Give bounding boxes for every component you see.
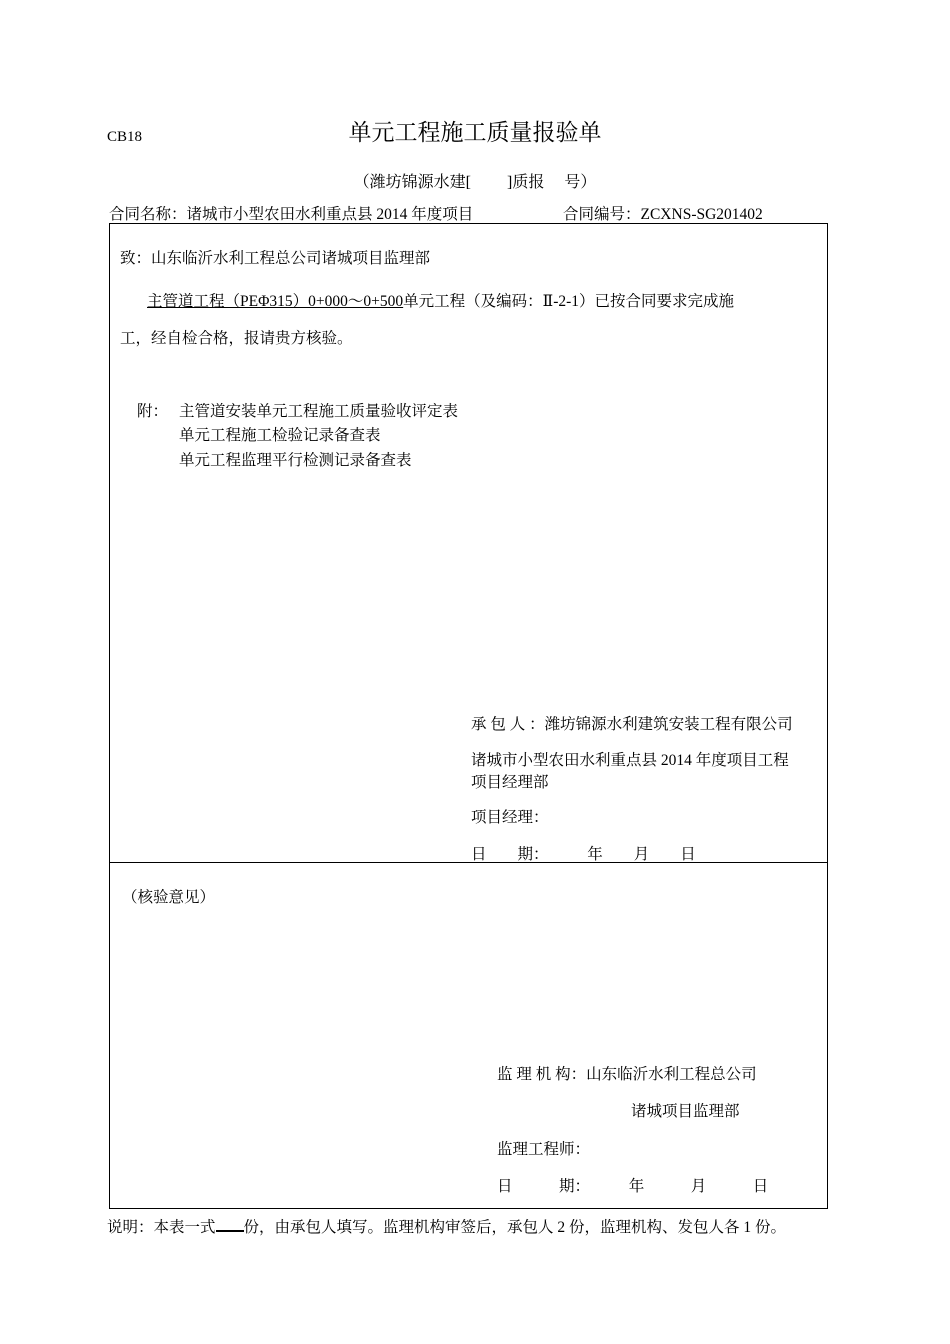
contractor-name: 承 包 人 ：潍坊锦源水利建筑安装工程有限公司 <box>471 716 793 733</box>
review-section <box>109 862 828 1209</box>
copies-blank <box>216 1216 244 1232</box>
report-number: （潍坊锦源水建[ ]质报 号） <box>353 174 597 191</box>
page-title: 单元工程施工质量报验单 <box>348 120 602 145</box>
contractor-dept-line1: 诸城市小型农田水利重点县 2014 年度项目工程 <box>471 752 789 769</box>
contract-name: 合同名称：诸城市小型农田水利重点县 2014 年度项目 <box>109 206 474 223</box>
addressee: 致：山东临沂水利工程总公司诸城项目监理部 <box>120 250 431 267</box>
application-body-rest: 单元工程（及编码：Ⅱ-2-1）已按合同要求完成施 <box>403 293 735 310</box>
application-body-line2: 工，经自检合格，报请贵方核验。 <box>120 330 353 347</box>
project-name: 主管道工程（PEΦ315）0+000～0+500 <box>147 293 404 310</box>
contract-number: 合同编号：ZCXNS-SG201402 <box>563 206 763 223</box>
attachment-label: 附： <box>137 403 169 420</box>
application-body <box>147 289 734 311</box>
footer-note <box>107 1215 786 1237</box>
project-manager-label: 项目经理： <box>471 809 549 826</box>
attachment-item: 单元工程施工检验记录备查表 <box>179 427 381 444</box>
supervision-agency-dept: 诸城项目监理部 <box>631 1103 740 1120</box>
contractor-dept-line2: 项目经理部 <box>471 774 549 791</box>
supervision-engineer-label: 监理工程师： <box>497 1141 591 1158</box>
form-code: CB18 <box>107 129 143 145</box>
attachment-item: 单元工程监理平行检测记录备查表 <box>179 452 412 469</box>
review-opinion-label: （核验意见） <box>122 889 216 906</box>
supervision-agency: 监 理 机 构：山东临沂水利工程总公司 <box>497 1066 757 1083</box>
supervision-date: 日 期： 年 月 日 <box>497 1178 769 1195</box>
footer-note-b: 份，由承包人填写。监理机构审签后，承包人 2 份，监理机构、发包人各 1 份。 <box>243 1219 787 1236</box>
application-section <box>109 223 828 863</box>
footer-note-a: 说明：本表一式 <box>107 1219 216 1236</box>
attachment-item: 主管道安装单元工程施工质量验收评定表 <box>179 403 459 420</box>
contractor-date: 日 期： 年 月 日 <box>471 846 696 863</box>
